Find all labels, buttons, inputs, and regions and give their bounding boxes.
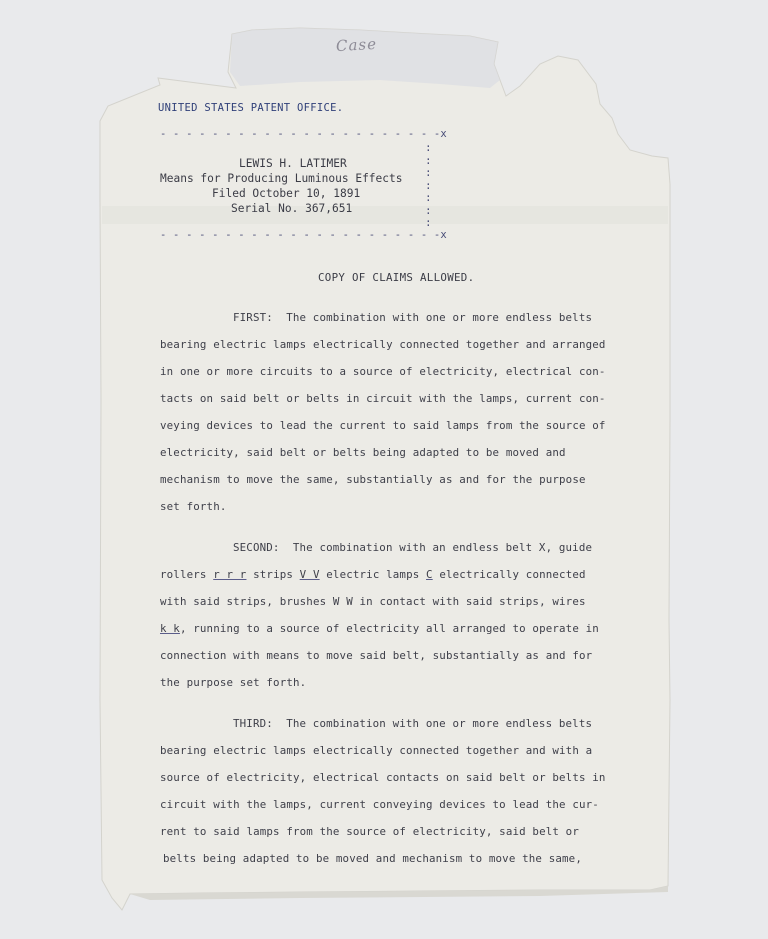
caption-line-inventor: LEWIS H. LATIMER <box>239 157 347 170</box>
text-fragment: strips <box>246 568 300 581</box>
office-heading: UNITED STATES PATENT OFFICE. <box>158 102 344 114</box>
text-fragment: , running to a source of electricity all arranged to operate in <box>179 622 599 635</box>
claim-first-line: bearing electric lamps electrically connected together and arranged <box>160 338 606 351</box>
claim-first-line: FIRST: The combination with one or more endless belts <box>233 311 593 324</box>
rollers-reference: r r r <box>213 568 247 581</box>
claim-third-line: THIRD: The combination with one or more endless belts <box>233 717 593 730</box>
text-fragment: electric lamps <box>319 568 427 581</box>
claim-third-line: bearing electric lamps electrically connected together and with a <box>160 744 593 757</box>
claim-first-line: tacts on said belt or belts in circuit with the lamps, current con- <box>160 392 606 405</box>
caption-line-filed: Filed October 10, 1891 <box>212 187 361 200</box>
claim-first-line: mechanism to move the same, substantially as and for the purpose <box>160 473 586 486</box>
claim-first-line: electricity, said belt or belts being adapted to be moved and <box>160 446 566 459</box>
caption-colon-column: : : : : : : : <box>425 141 432 229</box>
claim-second-line: the purpose set forth. <box>160 676 307 689</box>
caption-line-title: Means for Producing Luminous Effects <box>160 172 403 185</box>
claim-second-line-rollers <box>160 568 586 581</box>
claim-second-line: SECOND: The combination with an endless belt X, guide <box>233 541 593 554</box>
wires-reference: k k <box>160 622 180 635</box>
claim-second-line-wires <box>160 622 599 635</box>
claim-third-line: belts being adapted to be moved and mechanism to move the same, <box>163 852 582 865</box>
strips-reference: V V <box>299 568 320 581</box>
claim-first-line: in one or more circuits to a source of electricity, electrical con- <box>160 365 606 378</box>
paper-fold <box>102 206 668 224</box>
text-fragment: electrically connected <box>432 568 586 581</box>
claim-first-line: veying devices to lead the current to said lamps from the source of <box>160 419 606 432</box>
handwritten-note: Case <box>335 34 378 56</box>
claim-first-line: set forth. <box>160 500 227 513</box>
claim-second-line: with said strips, brushes W W in contact with said strips, wires <box>160 595 586 608</box>
claim-third-line: circuit with the lamps, current conveying devices to lead the cur- <box>160 798 599 811</box>
claim-third-line: rent to said lamps from the source of electricity, said belt or <box>160 825 579 838</box>
claims-title: COPY OF CLAIMS ALLOWED. <box>318 271 475 284</box>
claim-third-line: source of electricity, electrical contacts on said belt or belts in <box>160 771 606 784</box>
claim-second-line: connection with means to move said belt, substantially as and for <box>160 649 593 662</box>
caption-line-serial: Serial No. 367,651 <box>231 202 353 215</box>
caption-top-rule: - - - - - - - - - - - - - - - - - - - - - -x <box>160 128 447 140</box>
lamps-reference: C <box>426 568 433 581</box>
caption-bottom-rule: - - - - - - - - - - - - - - - - - - - - - -x <box>160 229 447 241</box>
text-fragment: rollers <box>160 568 214 581</box>
